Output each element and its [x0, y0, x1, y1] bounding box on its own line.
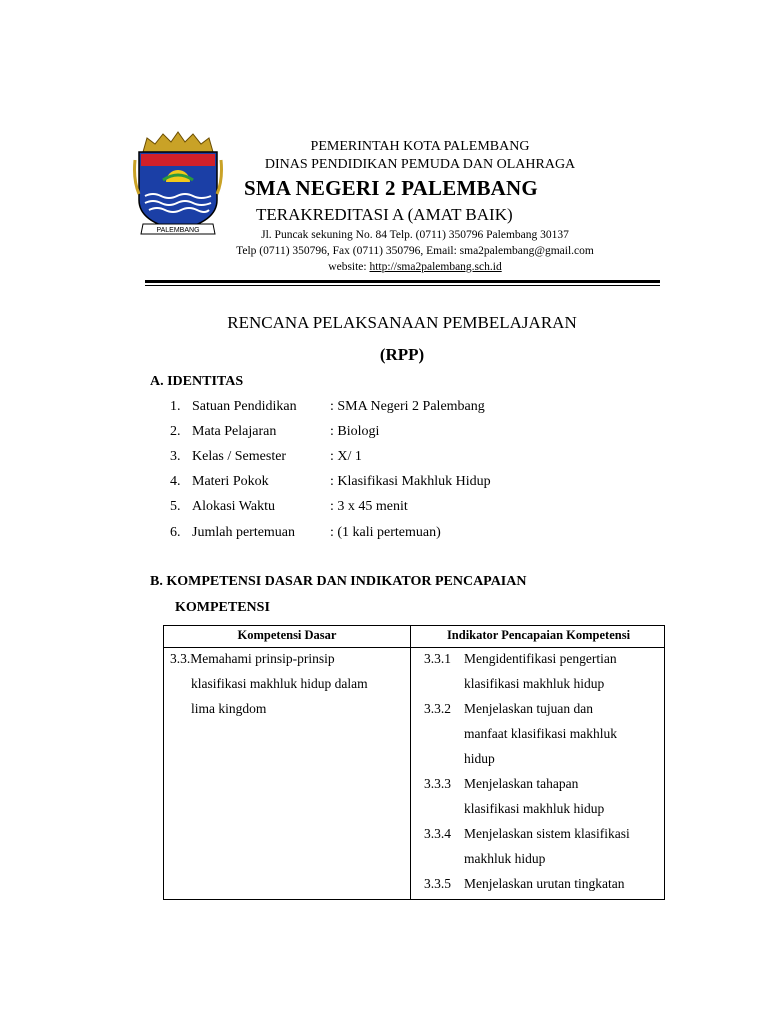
indicator-text: manfaat klasifikasi makhluk — [464, 726, 617, 741]
identity-num: 5. — [170, 499, 181, 514]
address-line: Jl. Puncak sekuning No. 84 Telp. (0711) 350796 Palembang 30137 — [261, 229, 569, 241]
indicator-text: Menjelaskan tujuan dan — [464, 701, 593, 716]
identity-value: : SMA Negeri 2 Palembang — [330, 399, 485, 414]
identity-label: Satuan Pendidikan — [192, 399, 297, 414]
section-b-heading-cont: KOMPETENSI — [175, 600, 270, 615]
identity-num: 6. — [170, 525, 181, 540]
indicator-code: 3.3.2 — [424, 701, 451, 716]
school-name: SMA NEGERI 2 PALEMBANG — [244, 176, 538, 200]
indicator-code: 3.3.4 — [424, 826, 451, 841]
identity-label: Kelas / Semester — [192, 449, 287, 464]
indicator-code: 3.3.5 — [424, 876, 451, 891]
identity-value: : (1 kali pertemuan) — [330, 525, 441, 540]
identity-label: Mata Pelajaran — [192, 424, 277, 439]
website-link[interactable]: http://sma2palembang.sch.id — [369, 261, 502, 273]
kd-line: klasifikasi makhluk hidup dalam — [191, 676, 368, 691]
indicator-text: hidup — [464, 751, 495, 766]
accreditation-line: TERAKREDITASI A (AMAT BAIK) — [256, 205, 513, 224]
indicator-text: Menjelaskan tahapan — [464, 776, 579, 791]
kd-line: lima kingdom — [191, 701, 267, 716]
identity-value: : Klasifikasi Makhluk Hidup — [330, 474, 491, 489]
table-header-divider — [164, 647, 664, 648]
indicator-text: klasifikasi makhluk hidup — [464, 801, 605, 816]
website-line — [190, 261, 640, 273]
identity-num: 1. — [170, 399, 181, 414]
gov-line: PEMERINTAH KOTA PALEMBANG — [310, 139, 530, 154]
letterhead-divider-thin — [145, 285, 660, 286]
indicator-code: 3.3.1 — [424, 651, 451, 666]
identity-value: : X/ 1 — [330, 449, 362, 464]
website-label: website: — [328, 261, 370, 273]
contact-line: Telp (0711) 350796, Fax (0711) 350796, Email: sma2palembang@gmail.com — [236, 245, 594, 257]
logo-banner-text: PALEMBANG — [156, 227, 200, 234]
identity-num: 2. — [170, 424, 181, 439]
section-a-heading: A. IDENTITAS — [150, 374, 244, 389]
identity-num: 3. — [170, 449, 181, 464]
identity-value: : 3 x 45 menit — [330, 499, 408, 514]
identity-label: Materi Pokok — [192, 474, 269, 489]
table-column-divider — [410, 626, 411, 899]
indicator-code: 3.3.3 — [424, 776, 451, 791]
indicator-text: Menjelaskan urutan tingkatan — [464, 876, 625, 891]
indicator-text: makhluk hidup — [464, 851, 546, 866]
indicator-text: klasifikasi makhluk hidup — [464, 676, 605, 691]
identity-label: Alokasi Waktu — [192, 499, 275, 514]
table-header-indicator: Indikator Pencapaian Kompetensi — [446, 628, 631, 642]
section-b-heading: B. KOMPETENSI DASAR DAN INDIKATOR PENCAPAIAN — [150, 574, 527, 589]
document-subtitle: (RPP) — [379, 345, 425, 364]
competency-table — [163, 625, 665, 900]
identity-value: : Biologi — [330, 424, 380, 439]
indicator-text: Mengidentifikasi pengertian — [464, 651, 617, 666]
dept-line: DINAS PENDIDIKAN PEMUDA DAN OLAHRAGA — [264, 157, 576, 172]
letterhead-divider-thick — [145, 280, 660, 283]
indicator-text: Menjelaskan sistem klasifikasi — [464, 826, 630, 841]
table-header-kd: Kompetensi Dasar — [237, 628, 337, 642]
identity-num: 4. — [170, 474, 181, 489]
document-title: RENCANA PELAKSANAAN PEMBELAJARAN — [227, 313, 577, 332]
identity-label: Jumlah pertemuan — [192, 525, 296, 540]
kd-line: 3.3.Memahami prinsip-prinsip — [170, 651, 335, 666]
